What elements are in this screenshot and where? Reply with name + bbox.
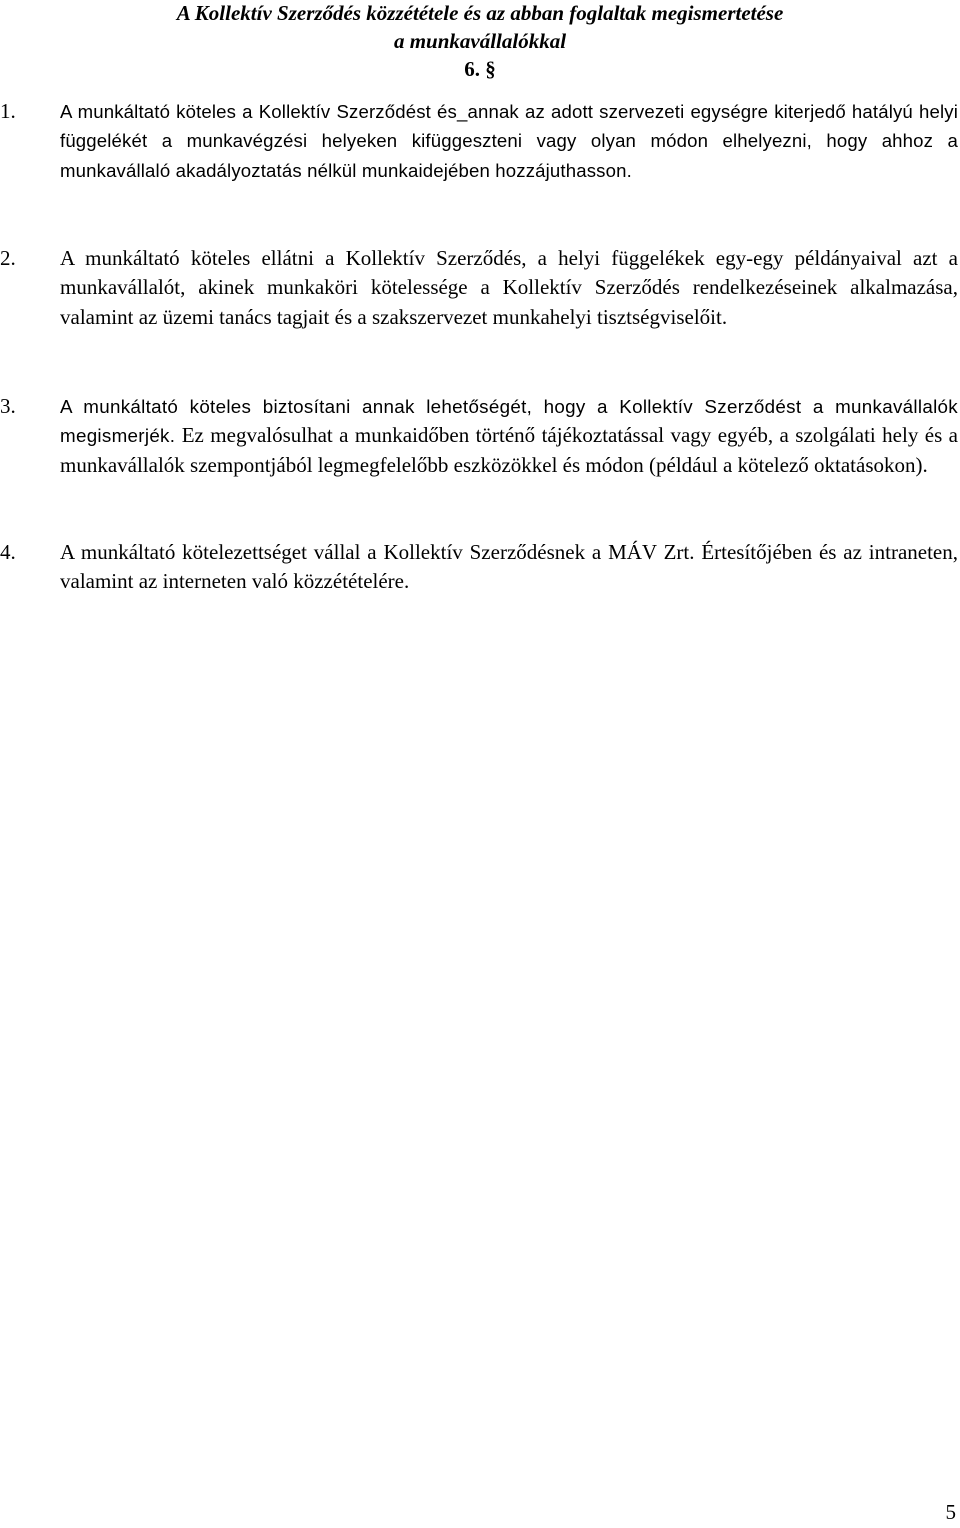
paragraph-text: A munkáltató köteles ellátni a Kollektív Szerződés, a helyi függelékek egy-egy példányaival azt a munkavállalót, akinek munkaköri kötelessége a Kollektív Szerződés rendelkezéseinek alkalmazása, valamint az üzemi tanács tagjait és a szakszervezet munkahelyi tisztségviselőit. [60,246,958,329]
page-number: 5 [945,1500,956,1524]
paragraph-number: 1. [0,99,16,123]
section-number: 6. § [464,57,496,81]
paragraph-text-part-2: Ez megvalósulhat a munkaidőben történő tájékoztatással vagy egyéb, a szolgálati hely és a munkavállalók szempontjából legmegfelelőbb eszközökkel és módon (például a kötelező oktatásokon). [60,423,958,477]
paragraph-number: 3. [0,394,16,418]
document-title-line-2: a munkavállalókkal [393,29,567,53]
paragraph-text [60,392,958,480]
document-title-line-1: A Kollektív Szerződés közzététele és az abban foglaltak megismertetése [176,1,784,25]
paragraph-number: 2. [0,246,16,270]
paragraph-text: A munkáltató kötelezettséget vállal a Kollektív Szerződésnek a MÁV Zrt. Értesítőjében és az intraneten, valamint az interneten való közzétételére. [60,540,958,594]
paragraph-text-part-1: A munkáltató köteles biztosítani annak lehetőségét, hogy a Kollektív Szerződést a munkavállalók megismerjék. [60,396,958,447]
paragraph-number: 4. [0,540,16,564]
paragraph-text: A munkáltató köteles a Kollektív Szerződést és_annak az adott szervezeti egységre kiterjedő hatályú helyi függelékét a munkavégzési helyeken kifüggeszteni vagy olyan módon elhelyezni, hogy ahhoz a munkavállaló akadályoztatás nélkül munkaidejében hozzájuthasson. [60,101,958,181]
